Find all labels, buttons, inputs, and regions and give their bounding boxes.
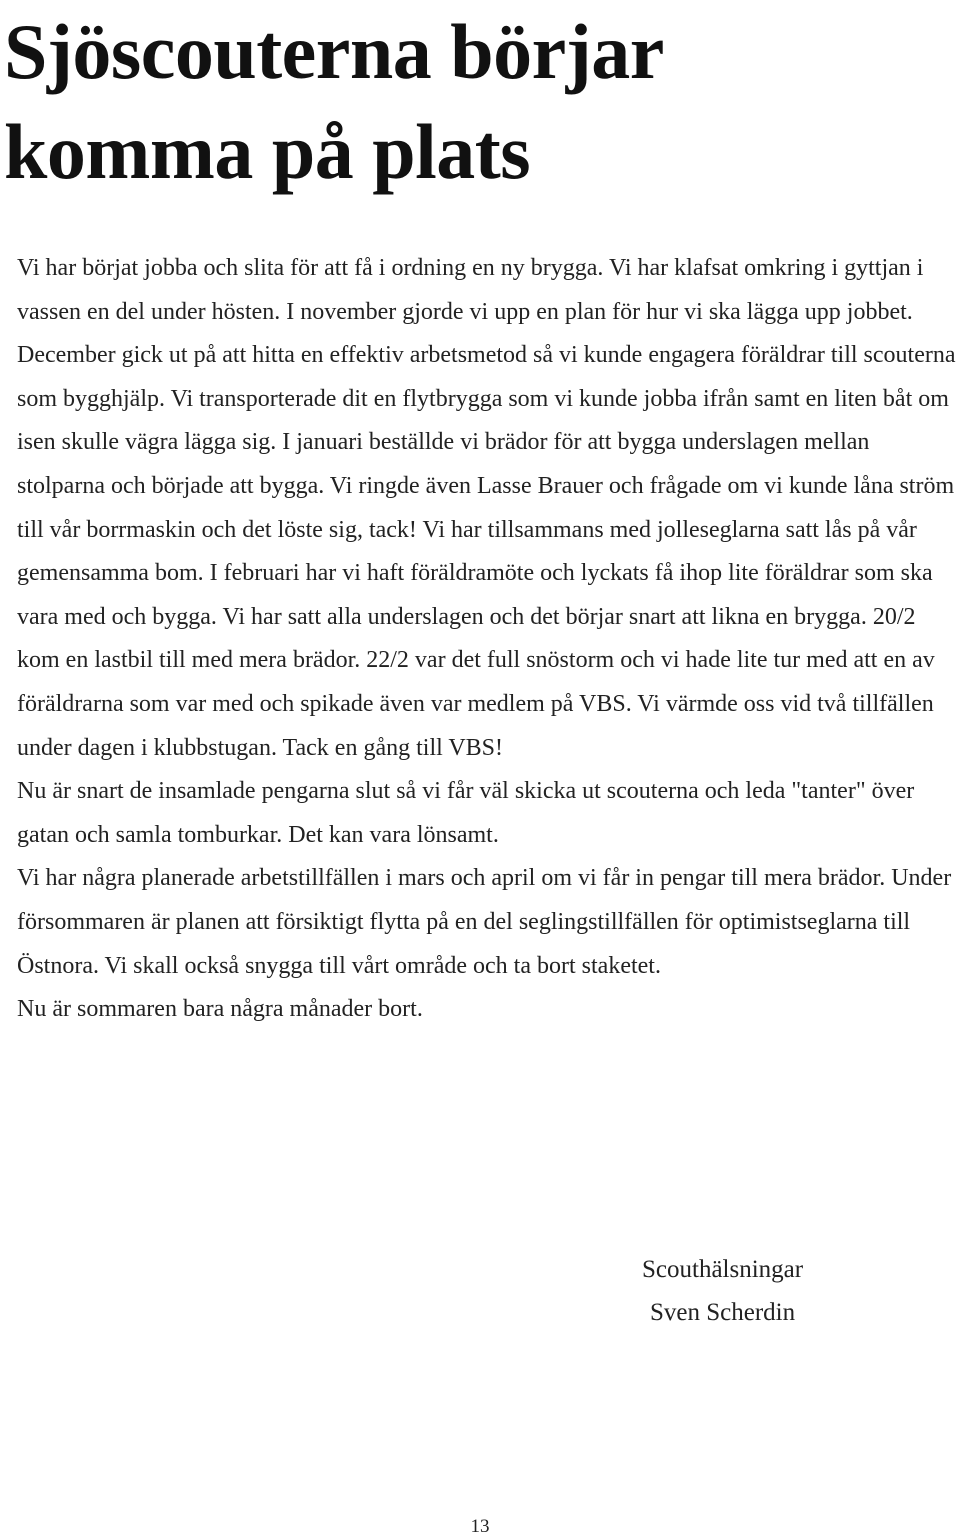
paragraph: Nu är snart de insamlade pengarna slut så vi får väl skicka ut scouterna och leda "tanter" över gatan och samla tomburkar. Det kan vara lönsamt. (17, 778, 915, 848)
page-number: 13 (470, 1516, 490, 1537)
paragraph: Vi har några planerade arbetstillfällen i mars och april om vi får in pengar till mera brädor. Under försommaren är planen att försiktigt flytta på en del seglingstillfällen för optimistseglarna till Östnora. Vi skall också snygga till vårt område och ta bort staketet. (17, 865, 952, 979)
paragraph: Nu är sommaren bara några månader bort. (17, 996, 423, 1023)
signature-name: Sven Scherdin (650, 1299, 796, 1326)
article-body (17, 247, 957, 1032)
article-title (4, 2, 954, 202)
article-title-line-1: Sjöscouterna börjar (4, 8, 664, 95)
signature-greeting: Scouthälsningar (642, 1256, 804, 1283)
paragraph: Vi har börjat jobba och slita för att få i ordning en ny brygga. Vi har klafsat omkring i gyttjan i vassen en del under hösten. I november gjorde vi upp en plan för hur vi ska lägga upp jobbet. December gick ut på att hitta en effektiv arbetsmetod så vi kunde engagera föräldrar till scouterna som bygghjälp. Vi transporterade dit en flytbrygga som vi kunde jobba ifrån samt en liten båt om isen skulle vägra lägga sig. I januari beställde vi brädor för att bygga underslagen mellan stolparna och började att bygga. Vi ringde även Lasse Brauer och frågade om vi kunde låna ström till vår borrmaskin och det löste sig, tack! Vi har tillsammans med jolleseglarna satt lås på vår gemensamma bom. I februari har vi haft föräldramöte och lyckats få ihop lite föräldrar som ska vara med och bygga. Vi har satt alla underslagen och det börjar snart att likna en brygga. 20/2 kom en lastbil till med mera brädor. 22/2 var det full snöstorm och vi hade lite tur med att en av föräldrarna som var med och spikade även var medlem på VBS. Vi värmde oss vid två tillfällen under dagen i klubbstugan. Tack en gång till VBS! (17, 255, 956, 761)
article-title-line-2: komma på plats (4, 108, 531, 195)
